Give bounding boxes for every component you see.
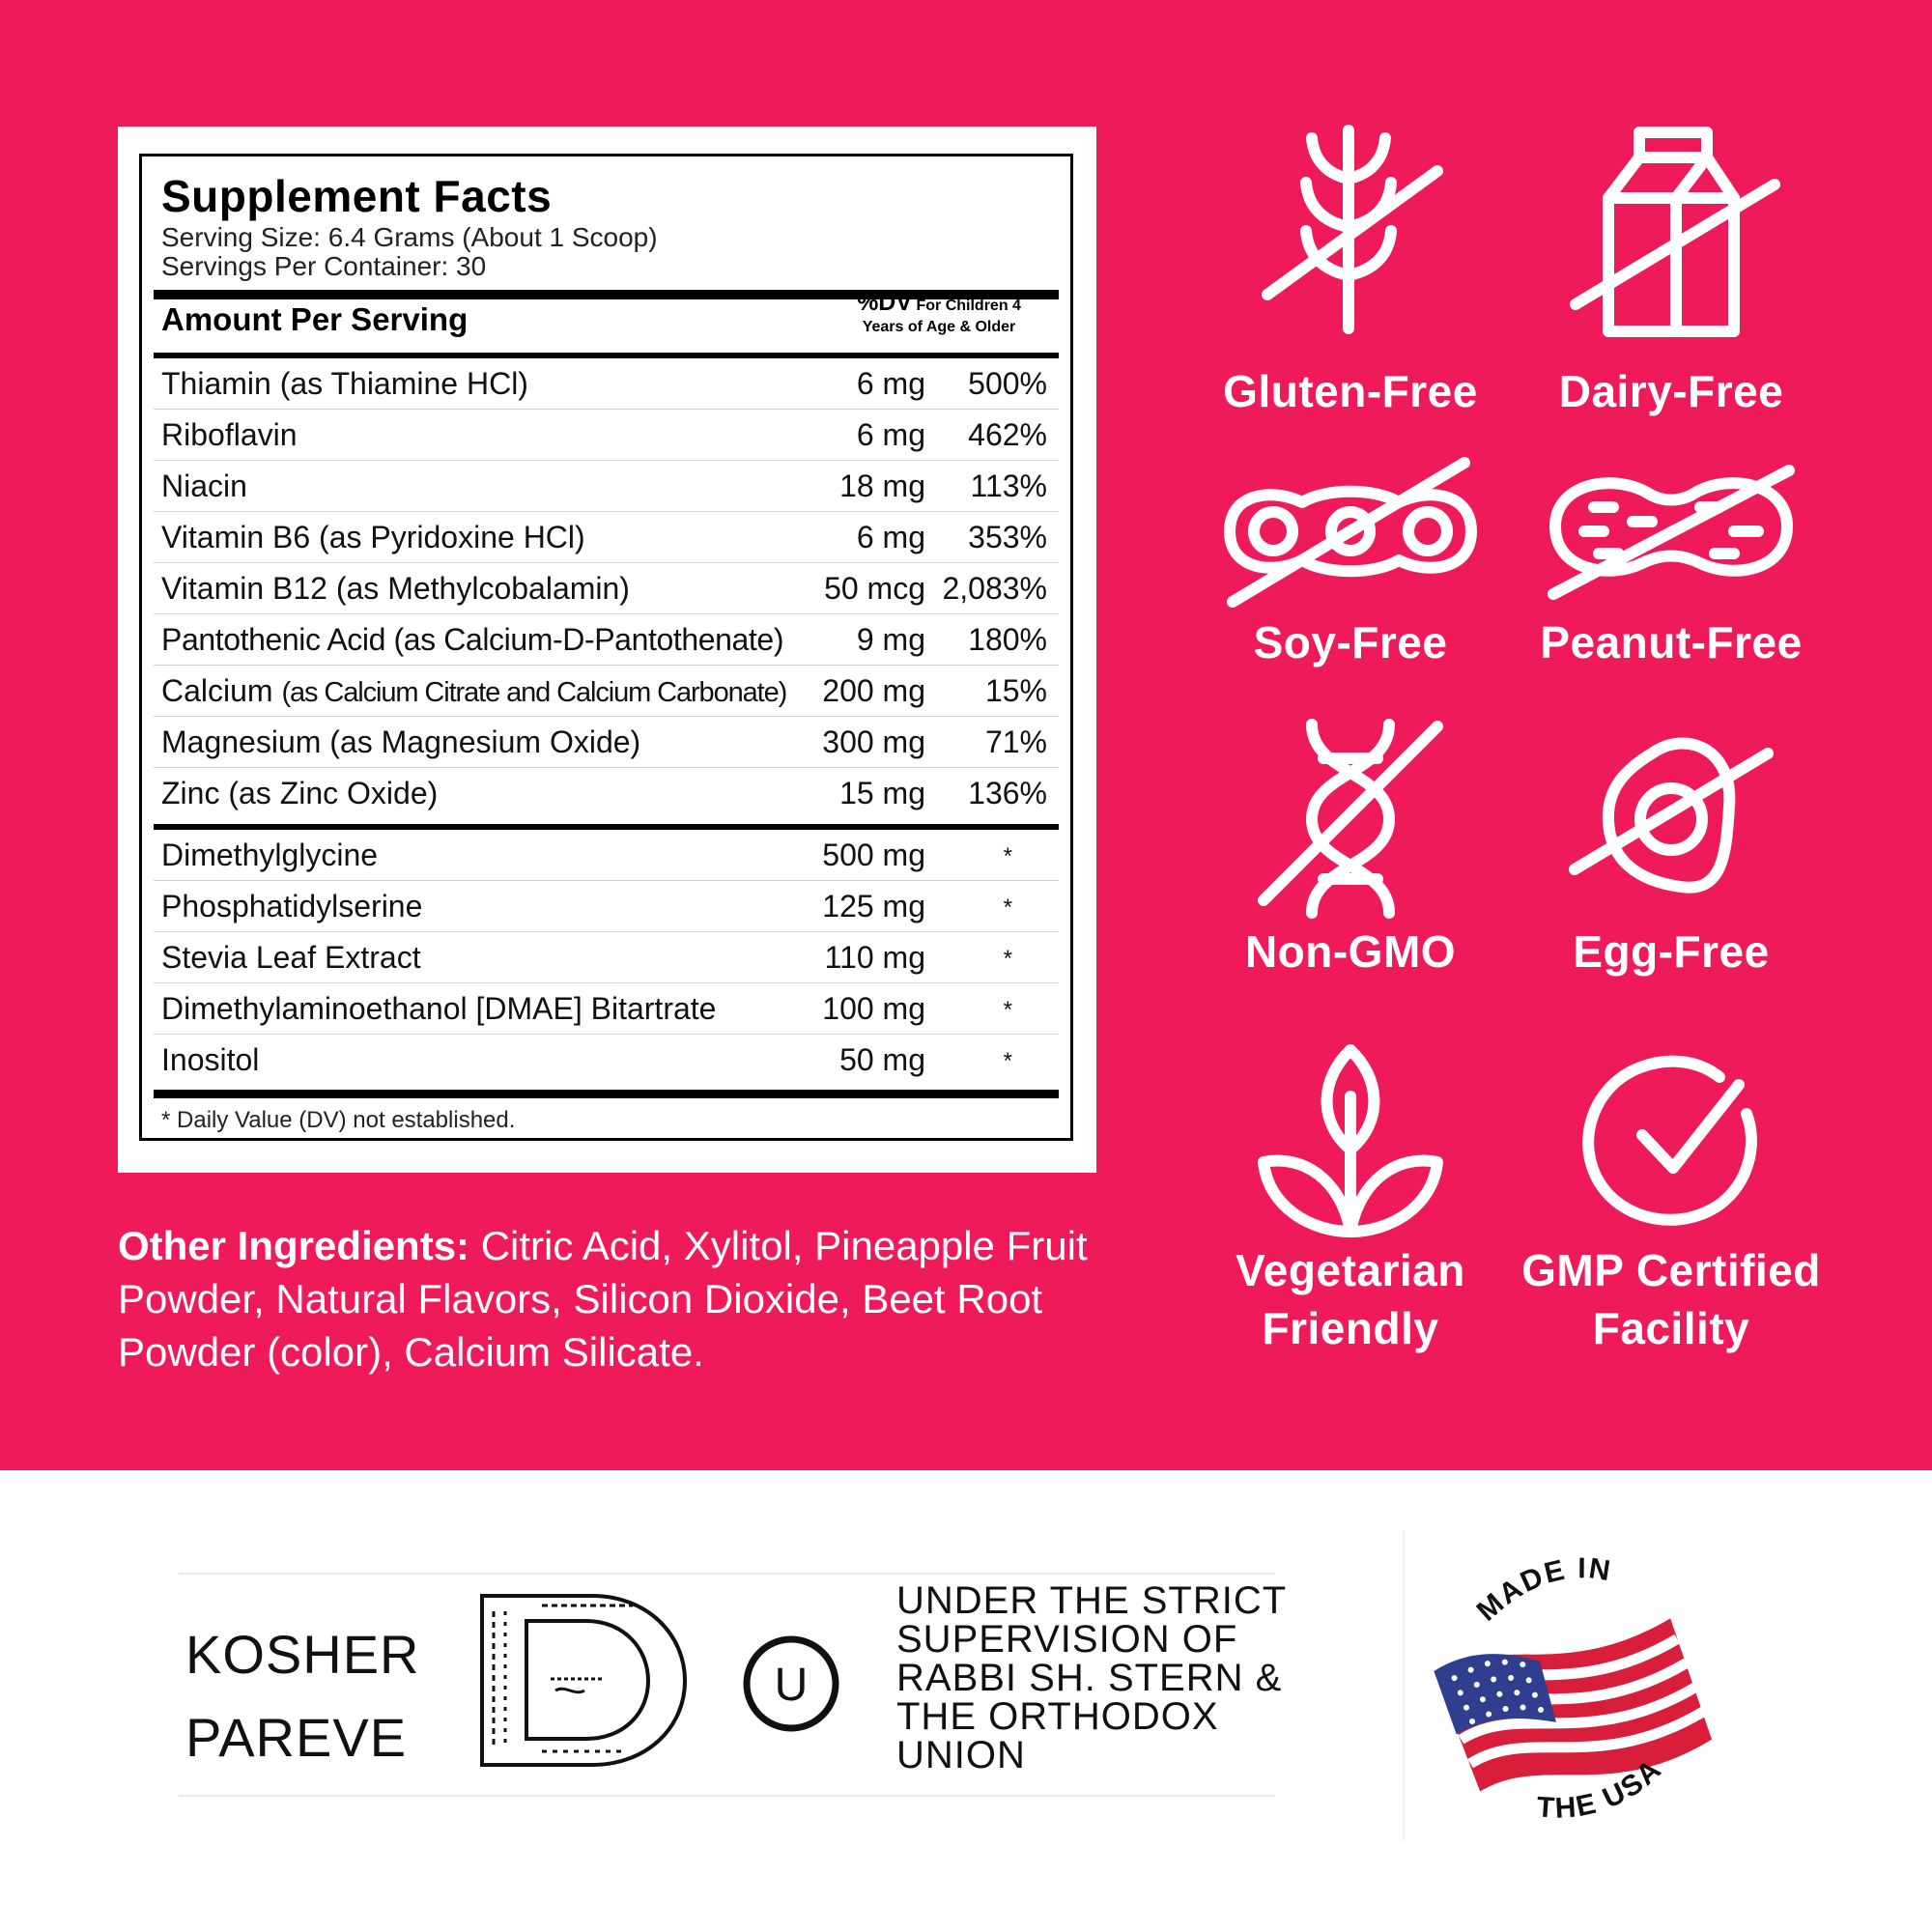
ingredient-row — [154, 983, 1059, 1035]
ingredient-row — [154, 830, 1059, 881]
badge-non-gmo — [1196, 715, 1505, 980]
nutrient-amount: 50 mcg — [824, 571, 925, 606]
egg-crossed-icon — [1560, 715, 1782, 923]
nutrient-amount: 300 mg — [822, 724, 925, 759]
ingredient-amount: 50 mg — [839, 1042, 925, 1077]
divider-line — [179, 1795, 1275, 1797]
badge-label: Non-GMO — [1244, 926, 1457, 977]
nutrient-name: Vitamin B12 (as Methylcobalamin) — [161, 571, 630, 606]
nutrient-amount: 15 mg — [839, 776, 925, 810]
nutrient-row — [154, 410, 1059, 461]
other-ingredients-text: Citric Acid, Xylitol, Pineapple Fruit Powder, Natural Flavors, Silicon Dioxide, Beet Root Powder (color), Calcium Silicate. — [118, 1223, 1088, 1375]
wheat-crossed-icon — [1244, 121, 1457, 362]
badge-gluten-free — [1196, 121, 1505, 420]
ingredient-row — [154, 881, 1059, 932]
kosher-d-seal-icon — [478, 1592, 689, 1769]
dv-footnote: * Daily Value (DV) not established. — [161, 1107, 516, 1133]
ingredient-dv: * — [1003, 895, 1012, 921]
kosher-line1: KOSHER — [185, 1624, 420, 1685]
leaf-icon — [1244, 1038, 1457, 1241]
nutrient-dv: 2,083% — [942, 571, 1047, 606]
supervision-line: UNION — [896, 1734, 1026, 1776]
other-ingredients-label: Other Ingredients: — [118, 1223, 470, 1268]
supplement-facts-panel — [118, 127, 1096, 1173]
ingredient-row — [154, 932, 1059, 983]
nutrient-amount: 6 mg — [856, 417, 925, 452]
badge-label: Dairy-Free — [1558, 366, 1784, 416]
made-in-usa-flag-icon — [1410, 1546, 1739, 1845]
badge-label-line1: Vegetarian — [1236, 1245, 1465, 1295]
ingredient-amount: 500 mg — [822, 838, 925, 872]
nutrient-row — [154, 717, 1059, 768]
nutrient-row — [154, 563, 1059, 614]
peanut-crossed-icon — [1526, 449, 1816, 613]
nutrient-name: Pantothenic Acid (as Calcium-D-Pantothenate) — [161, 622, 784, 657]
supervision-text — [896, 1581, 1287, 1775]
nutrient-dv: 462% — [968, 417, 1047, 452]
nutrient-amount: 6 mg — [856, 520, 925, 554]
nutrient-amount: 18 mg — [839, 469, 925, 503]
ingredient-dv: * — [1003, 843, 1012, 869]
nutrient-name: Magnesium (as Magnesium Oxide) — [161, 724, 641, 759]
badge-egg-free — [1517, 715, 1826, 980]
badge-dairy-free — [1517, 121, 1826, 420]
nutrient-amount: 6 mg — [856, 366, 925, 401]
kosher-pareve — [185, 1613, 420, 1779]
badge-label: Peanut-Free — [1540, 617, 1803, 668]
nutrient-row — [154, 358, 1059, 410]
dv-header-rest: For Children 4 — [916, 298, 1021, 314]
badge-label-line1: GMP Certified — [1521, 1245, 1821, 1295]
nutrient-dv: 15% — [984, 673, 1047, 708]
badge-gmp-certified — [1517, 1038, 1826, 1357]
nutrient-row — [154, 512, 1059, 563]
supplement-facts-border — [139, 154, 1073, 1141]
badge-soy-free — [1196, 449, 1505, 671]
nutrient-row — [154, 768, 1059, 819]
badge-vegetarian-friendly — [1196, 1038, 1505, 1357]
ou-symbol-icon — [742, 1634, 840, 1733]
nutrient-name-main: Calcium — [161, 673, 273, 708]
nutrient-amount: 200 mg — [822, 673, 925, 708]
supplement-facts-title: Supplement Facts — [161, 171, 553, 221]
nutrient-row — [154, 666, 1059, 717]
other-ingredients — [118, 1219, 1113, 1378]
ingredient-amount: 125 mg — [822, 889, 925, 923]
check-circle-icon — [1565, 1038, 1777, 1241]
badge-label: Egg-Free — [1573, 926, 1770, 977]
supervision-line: UNDER THE STRICT — [896, 1579, 1288, 1622]
nutrient-row — [154, 461, 1059, 512]
ingredient-row — [154, 1035, 1059, 1086]
nutrient-name: Zinc (as Zinc Oxide) — [161, 776, 439, 810]
the-usa-text: THE USA — [1535, 1752, 1668, 1825]
ingredient-amount: 110 mg — [824, 940, 925, 975]
ingredient-amount: 100 mg — [822, 991, 925, 1026]
thick-divider — [154, 1090, 1059, 1098]
ingredient-dv: * — [1003, 1048, 1012, 1074]
nutrient-dv: 71% — [984, 724, 1047, 759]
vertical-divider — [1403, 1531, 1405, 1840]
nutrient-dv: 500% — [968, 366, 1047, 401]
supervision-line: RABBI SH. STERN & — [896, 1657, 1283, 1699]
soybean-crossed-icon — [1206, 449, 1495, 613]
dv-header-line2: Years of Age & Older — [862, 319, 1016, 335]
badge-label: Soy-Free — [1253, 617, 1448, 668]
nutrient-name: Vitamin B6 (as Pyridoxine HCl) — [161, 520, 585, 554]
nutrient-name: Niacin — [161, 469, 247, 503]
kosher-line2: PAREVE — [185, 1707, 408, 1768]
nutrient-dv: 180% — [968, 622, 1047, 657]
badge-label-line2: Facility — [1592, 1303, 1750, 1353]
nutrient-dv: 353% — [968, 520, 1047, 554]
supervision-line: SUPERVISION OF — [896, 1618, 1238, 1661]
ingredient-dv: * — [1003, 997, 1012, 1023]
made-in-text: MADE IN — [1470, 1552, 1614, 1628]
milk-carton-crossed-icon — [1560, 121, 1782, 362]
nutrient-dv: 113% — [970, 469, 1047, 503]
amount-per-serving-header: Amount Per Serving — [161, 301, 469, 337]
servings-per-container: Servings Per Container: 30 — [161, 251, 487, 281]
nutrient-row — [154, 614, 1059, 666]
ingredient-dv: * — [1003, 946, 1012, 972]
ingredient-name: Dimethylglycine — [161, 838, 379, 872]
ingredient-name: Dimethylaminoethanol [DMAE] Bitartrate — [161, 991, 717, 1026]
dv-header-main: %DV — [857, 289, 913, 316]
nutrient-dv: 136% — [968, 776, 1047, 810]
svg-text:MADE IN — [1471, 1552, 1614, 1628]
ingredient-name: Stevia Leaf Extract — [161, 940, 421, 975]
nutrient-name: Thiamin (as Thiamine HCl) — [161, 366, 528, 401]
supervision-line: THE ORTHODOX — [896, 1695, 1219, 1738]
badge-peanut-free — [1517, 449, 1826, 671]
divider-line — [179, 1573, 1275, 1575]
ou-letter: U — [774, 1660, 809, 1711]
nutrient-name — [161, 673, 786, 709]
badge-label-line2: Friendly — [1262, 1303, 1439, 1353]
nutrient-amount: 9 mg — [856, 622, 925, 657]
nutrient-name-detail: (as Calcium Citrate and Calcium Carbonate) — [281, 677, 787, 708]
badge-label: Gluten-Free — [1223, 366, 1478, 416]
ingredient-name: Phosphatidylserine — [161, 889, 423, 923]
nutrient-name: Riboflavin — [161, 417, 298, 452]
dv-header — [838, 289, 1040, 338]
ingredient-name: Inositol — [161, 1042, 260, 1077]
serving-size: Serving Size: 6.4 Grams (About 1 Scoop) — [161, 222, 658, 252]
dna-crossed-icon — [1244, 715, 1457, 923]
